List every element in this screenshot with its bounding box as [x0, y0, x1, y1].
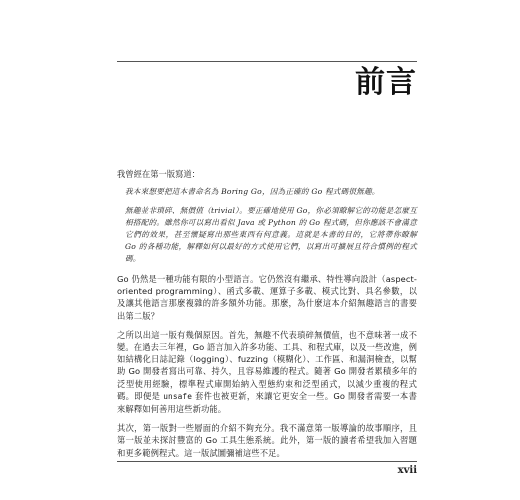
block-quote	[125, 186, 417, 265]
chapter-title: 前言	[355, 65, 417, 100]
bottom-rule	[117, 461, 417, 462]
body-paragraph-2: 之所以出這一版有幾個原因。首先，無趣不代表瑣碎無價值，也不意味著一成不變。在過去三年裡，Go 語言加入許多功能、工具、和程式庫，以及一些改進，例如結構化日誌記錄（logging）、fuzzing（模糊化）、工作區、和漏洞檢查，以幫助 Go 開發者寫出可靠、持久，且容易維護的程式。隨著 Go 開發者累積多年的泛型使用經驗，標準程式庫開始納入型態約束和泛型函式，以減少重複的程式碼。即便是 unsafe 套件也被更新，來讓它更安全一些。Go 開發者需要一本書來解釋如何善用這些新功能。	[117, 329, 417, 415]
inline-code: unsafe	[163, 391, 192, 401]
book-title: Boring Go	[221, 187, 262, 196]
quote-intro: 我曾經在第一版寫道：	[117, 169, 200, 179]
body-paragraph-1: Go 仍然是一種功能有限的小型語言。它仍然沒有繼承、特性導向設計（aspect-oriented programming）、函式多載、運算子多載、模式比對、具名參數，以及讓其他語言那麼複雜的許多額外功能。那麼，為什麼這本介紹無趣語言的書要出第二版？	[117, 274, 417, 321]
page-body	[117, 168, 417, 459]
quote-paragraph: 無趣並非瑣碎、無價值（trivial）。要正確地使用 Go，你必須瞭解它的功能是怎麼互相搭配的。雖然你可以寫出看似 Java 或 Python 的 Go 程式碼，但你應該不會滿意它們的效果，甚至懷疑寫出那些東西有何意義。這就是本書的目的，它將帶你瞭解 Go 的各種功能，解釋如何以最好的方式使用它們，以寫出可擴展且符合慣例的程式碼。	[125, 206, 417, 263]
page-number: xvii	[397, 465, 417, 476]
body-paragraph-3: 其次，第一版對一些層面的介紹不夠充分。我不滿意第一版導論的故事順序，且第一版並未探討豐富的 Go 工具生態系統。此外，第一版的讀者希望我加入習題和更多範例程式。這一版試圖彌補這些不足。	[117, 423, 417, 458]
top-rule	[117, 61, 417, 62]
quote-line: 我本來想要把這本書命名為 Boring Go，因為正確的 Go 程式碼很無趣。	[125, 187, 380, 196]
